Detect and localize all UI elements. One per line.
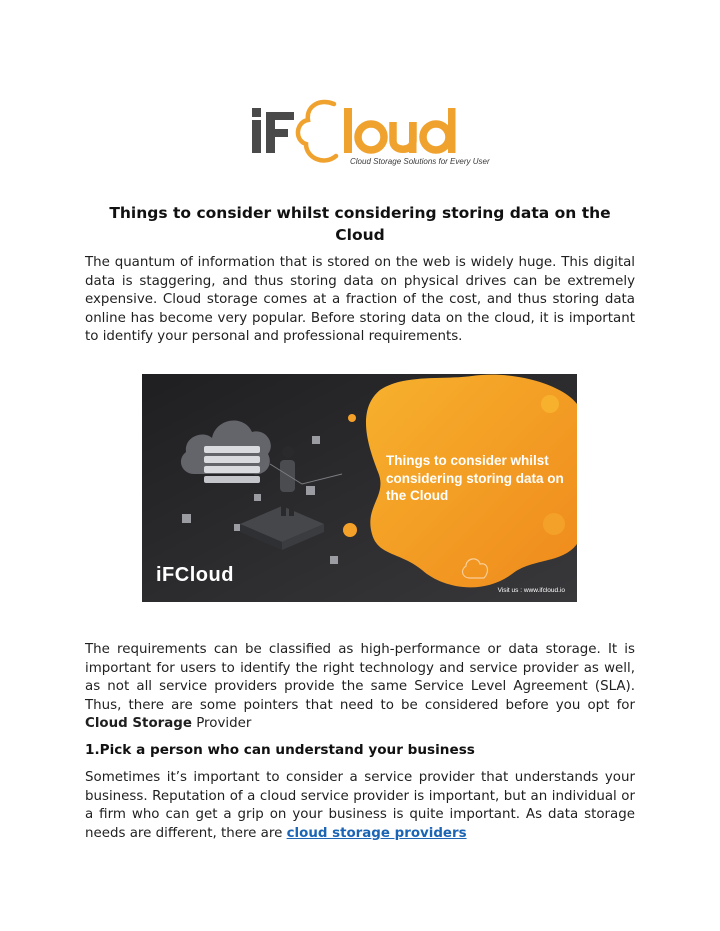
intro-paragraph: The quantum of information that is stored on the web is widely huge. This digital data is staggering, and thus storing data on physical drives can be extremely expensive. Cloud storage comes at a fraction of the cost, and thus storing data online has become very popular. Before storing data on the cloud, it is important to identify your personal and professional requirements. xyxy=(85,255,635,345)
section-1-heading: 1.Pick a person who can understand your business xyxy=(85,742,475,758)
requirements-bold-term: Cloud Storage xyxy=(85,716,192,732)
cloud-storage-providers-link[interactable]: cloud storage providers xyxy=(286,825,467,841)
requirements-paragraph xyxy=(85,641,635,734)
banner-headline: Things to consider whilst considering storing data on the Cloud xyxy=(386,453,564,503)
ifcloud-logo xyxy=(248,96,490,178)
requirements-text: The requirements can be classified as high-performance or data storage. It is important for users to identify the right technology and service provider as well, as not all service providers provide the same Service Level Agreement (SLA). Thus, there are some pointers that need to be considered before you opt for xyxy=(85,642,635,713)
section-1-paragraph xyxy=(85,769,635,843)
banner-logo xyxy=(156,564,234,587)
section-1-text: Sometimes it’s important to consider a service provider that understands your business. Reputation of a cloud service provider is important, but an individual or a firm who can get a grip on your business is quite important. As data storage needs are different, there are xyxy=(85,770,635,841)
page-title: Things to consider whilst considering storing data on the Cloud xyxy=(109,204,611,244)
banner-logo-text: iFCloud xyxy=(156,564,234,586)
article-banner xyxy=(142,374,577,602)
logo-tagline: Cloud Storage Solutions for Every User xyxy=(350,157,490,166)
requirements-text-end: Provider xyxy=(191,716,252,732)
banner-visit-url: Visit us : www.ifcloud.io xyxy=(497,587,565,594)
